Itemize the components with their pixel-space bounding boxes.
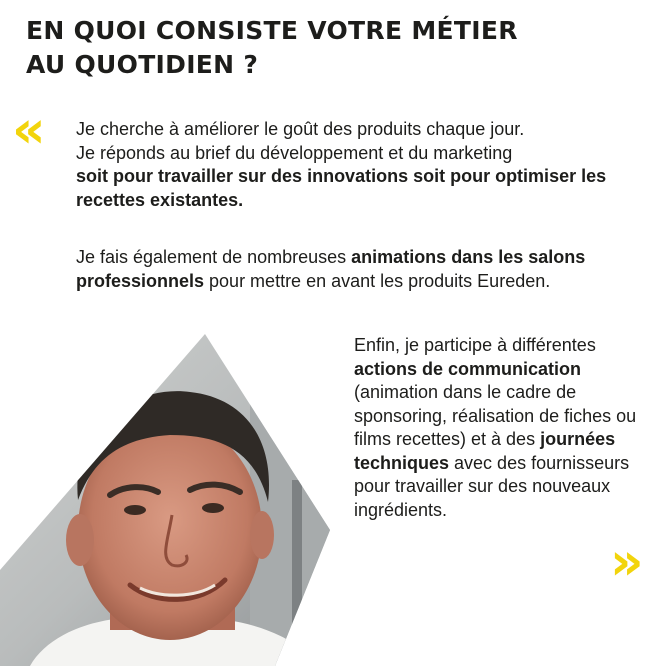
- title-line-1: EN QUOI CONSISTE VOTRE MÉTIER: [26, 16, 518, 45]
- paragraph-2-text-1: Je fais également de nombreuses: [76, 247, 352, 267]
- paragraph-3-text-1: Enfin, je participe à différentes: [354, 335, 596, 355]
- paragraph-2: [76, 246, 646, 293]
- paragraph-3-text-2: (animation dans le cadre de sponsoring, réalisation de fiches ou films recettes) et à des: [354, 382, 637, 449]
- paragraph-2-bold-1: animations dans les salons professionnels: [76, 247, 586, 291]
- closing-quote-icon: »: [610, 532, 644, 592]
- paragraph-1-line-2: Je réponds au brief du développement et du marketing: [76, 142, 513, 163]
- opening-quote-icon: «: [12, 100, 46, 160]
- paragraph-1-line-1: Je cherche à améliorer le goût des produits chaque jour.: [76, 119, 525, 139]
- paragraph-3-bold-1: actions de communication: [354, 358, 582, 379]
- page-title: [26, 14, 646, 82]
- title-line-2: AU QUOTIDIEN ?: [26, 50, 259, 79]
- portrait-photo: [0, 330, 340, 666]
- portrait-image: [0, 330, 340, 666]
- paragraph-3-bold-2: journées techniques: [354, 429, 616, 473]
- paragraph-3-text-3: avec des fournisseurs pour travailler sur des nouveaux ingrédients.: [354, 452, 630, 520]
- paragraph-3: [354, 334, 654, 522]
- paragraph-1: [76, 118, 646, 212]
- paragraph-2-text-2: pour mettre en avant les produits Eureden.: [204, 270, 551, 291]
- paragraph-1-bold: soit pour travailler sur des innovations soit pour optimiser les recettes existantes.: [76, 166, 607, 210]
